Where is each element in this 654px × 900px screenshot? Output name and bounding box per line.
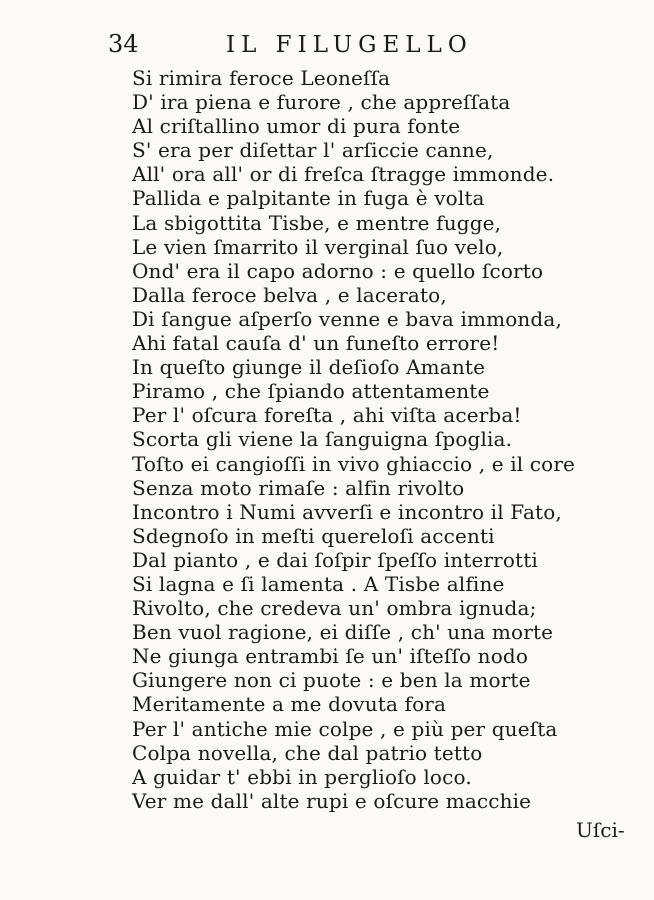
verse-line: Si rimira feroce Leoneſſa <box>132 66 391 90</box>
verse-line: Dal pianto , e dai ſoſpir ſpeſſo interrotti <box>132 547 538 572</box>
verse-line: Ver me dall' alte rupi e oſcure macchie <box>132 788 532 813</box>
verse-line: Al criſtallino umor di pura fonte <box>132 114 461 139</box>
verse-line: Pallida e palpitante in fuga è volta <box>132 186 485 211</box>
verse-line: Per l' oſcura foreſta , ahi viſta acerba! <box>132 403 522 428</box>
verse-line: In queſto giunge il deſioſo Amante <box>132 355 486 380</box>
verse-line: La sbigottita Tisbe, e mentre fugge, <box>132 210 502 235</box>
verse-line: D' ira piena e furore , che appreſſata <box>132 90 511 115</box>
verse-line: Ond' era il capo adorno : e quello ſcorto <box>132 258 544 283</box>
verse-block <box>132 66 632 813</box>
verse-line: Ben vuol ragione, ei diſſe , ch' una morte <box>132 620 554 645</box>
verse-line: Piramo , che ſpiando attentamente <box>132 379 490 404</box>
verse-line: Toſto ei cangioſſi in vivo ghiaccio , e il core <box>132 451 576 476</box>
verse-line: Incontro i Numi avverſi e incontro il Fato, <box>132 499 562 524</box>
verse-line: Per l' antiche mie colpe , e più per queſta <box>132 716 558 741</box>
verse-line: Ne giunga entrambi ſe un' iſteſſo nodo <box>132 644 529 669</box>
verse-line: Rivolto, che credeva un' ombra ignuda; <box>132 596 537 621</box>
verse-line: Giungere non ci puote : e ben la morte <box>132 668 531 693</box>
page-number: 34 <box>108 30 139 58</box>
verse-line: Di ſangue aſperſo venne e bava immonda, <box>132 306 562 331</box>
verse-line: Si lagna e ſi lamenta . A Tisbe alfine <box>132 571 505 596</box>
verse-line: Ahi fatal cauſa d' un funeſto errore! <box>132 331 500 356</box>
verse-line: Senza moto rimaſe : alfin rivolto <box>132 475 465 500</box>
verse-line: All' ora all' or di freſca ſtragge immonde. <box>132 162 555 187</box>
verse-line: Scorta gli viene la ſanguigna ſpoglia. <box>132 427 513 452</box>
verse-line: Colpa novella, che dal patrio tetto <box>132 740 483 765</box>
verse-line: Sdegnoſo in meſti quereloſi accenti <box>132 523 495 548</box>
catchword: Uſci- <box>576 818 625 842</box>
verse-line: Le vien ſmarrito il verginal ſuo velo, <box>132 234 504 259</box>
running-title: IL FILUGELLO <box>226 32 473 58</box>
verse-line: Dalla feroce belva , e lacerato, <box>132 282 447 307</box>
verse-line: S' era per diſettar l' arſiccie canne, <box>132 138 494 163</box>
verse-line: Meritamente a me dovuta fora <box>132 692 447 717</box>
verse-line: A guidar t' ebbi in perglioſo loco. <box>132 764 472 789</box>
